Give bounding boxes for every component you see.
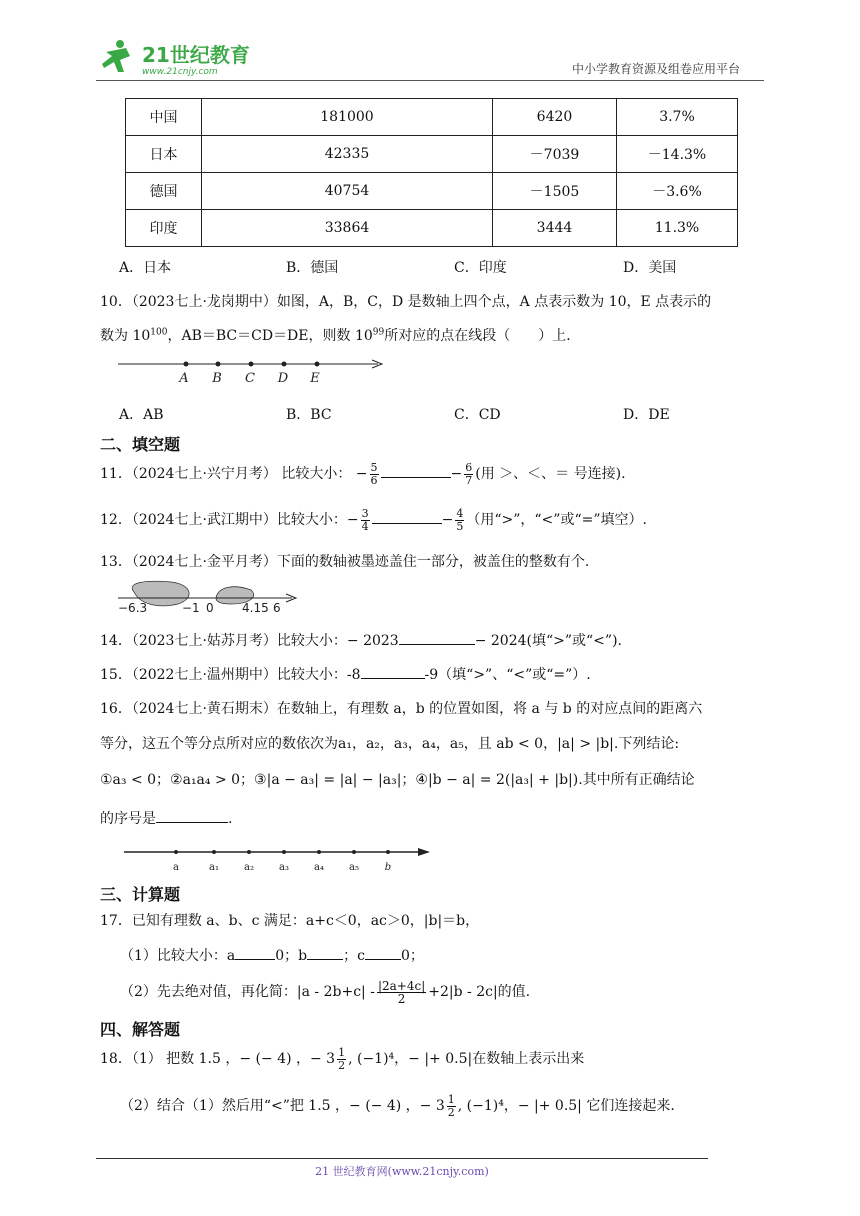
q10-line1: 10．（2023七上·龙岗期中）如图，A，B，C，D 是数轴上四个点，A 点表示数为 10，E 点表示的 bbox=[100, 294, 712, 310]
q10-option-a[interactable]: A．AB bbox=[119, 407, 164, 423]
platform-name: 中小学教育资源及组卷应用平台 bbox=[572, 62, 741, 76]
q14: 14．（2023七上·姑苏月考）比较大小：− 2023 − 2024(填“>”或“<”). bbox=[100, 630, 622, 650]
q13-text: 13．（2024七上·金平月考）下面的数轴被墨迹盖住一部分，被盖住的整数有个. bbox=[100, 554, 590, 570]
q16-number-line bbox=[120, 844, 440, 876]
table-row: 德国 40754 －1505 －3.6% bbox=[126, 173, 738, 210]
gdp-table bbox=[125, 98, 738, 247]
table-row: 印度 33864 3444 11.3% bbox=[126, 210, 738, 247]
q11-answer-blank[interactable] bbox=[381, 463, 451, 478]
point-label-c: C bbox=[245, 371, 255, 386]
q11: 11．（2024七上·兴宁月考） 比较大小： − $\frac{5}{6}$ − $\frac{6}{7}$ (用 ＞、＜、＝ 号连接). bbox=[100, 460, 626, 487]
label-a3: a₃ bbox=[279, 862, 289, 873]
q16-answer-blank[interactable] bbox=[156, 808, 228, 823]
label-b: b bbox=[384, 862, 392, 873]
q17-blank-a[interactable] bbox=[235, 945, 275, 960]
q12: 12．（2024七上·武江期中）比较大小：− $\frac{3}{4}$ − $\frac{4}{5}$ （用“>”，“<”或“=”填空）. bbox=[100, 506, 647, 533]
label-0: 0 bbox=[206, 601, 214, 615]
q12-answer-blank[interactable] bbox=[372, 509, 442, 524]
footer-divider bbox=[96, 1158, 708, 1159]
site-logo bbox=[96, 38, 256, 78]
footer-link[interactable]: 21 世纪教育网(www.21cnjy.com) bbox=[315, 1165, 489, 1178]
point-label-e: E bbox=[310, 371, 320, 386]
logo-title: 21世纪教育 bbox=[142, 43, 250, 67]
q9-option-a[interactable]: A．日本 bbox=[119, 260, 172, 276]
section-fill-in: 二、填空题 bbox=[100, 435, 181, 454]
point-label-b: B bbox=[212, 371, 222, 386]
q16-line2: 等分，这五个等分点所对应的数依次为a₁，a₂，a₃，a₄，a₅，且 ab < 0，|a| > |b|.下列结论: bbox=[100, 736, 680, 752]
q9-option-c[interactable]: C．印度 bbox=[454, 260, 507, 276]
label-4-15: 4.15 bbox=[242, 601, 269, 615]
q14-answer-blank[interactable] bbox=[399, 630, 475, 645]
q15-answer-blank[interactable] bbox=[361, 664, 425, 679]
label-a2: a₂ bbox=[244, 862, 254, 873]
q16-line1: 16．（2024七上·黄石期末）在数轴上，有理数 a，b 的位置如图，将 a 与 b 的对应点间的距离六 bbox=[100, 701, 703, 717]
label-neg-6-3: −6.3 bbox=[118, 601, 148, 615]
logo-url: www.21cnjy.com bbox=[142, 67, 218, 77]
q9-option-d[interactable]: D．美国 bbox=[623, 260, 677, 276]
q18-part2: （2）结合（1）然后用“<”把 1.5 ，− (− 4) ，− 3 $\frac{1}{2}$ , (−1)⁴，− |+ 0.5| 它们连接起来. bbox=[120, 1092, 675, 1119]
q9-option-b[interactable]: B．德国 bbox=[286, 260, 339, 276]
q17-part1: （1）比较大小：a 0；b ；c 0； bbox=[120, 945, 424, 965]
q16-line4: 的序号是 . bbox=[100, 808, 232, 828]
q17-line1: 17．已知有理数 a、b、c 满足：a+c＜0，ac＞0，|b|＝b， bbox=[100, 913, 480, 929]
q16-line3: ①a₃ < 0；②a₁a₄ > 0；③|a − a₃| = |a| − |a₃|；④|b − a| = 2(|a₃| + |b|).其中所有正确结论 bbox=[100, 772, 695, 788]
q10-option-c[interactable]: C．CD bbox=[454, 407, 501, 423]
label-a5: a₅ bbox=[349, 862, 359, 873]
q13-number-line bbox=[116, 576, 306, 616]
section-answer: 四、解答题 bbox=[100, 1020, 181, 1039]
q10-number-line bbox=[118, 355, 388, 389]
q10-option-d[interactable]: D．DE bbox=[623, 407, 670, 423]
q10-option-b[interactable]: B．BC bbox=[286, 407, 332, 423]
q17-part2: （2）先去绝对值，再化简：|a - 2b+c| - $\frac{|2a+4c|}{2}$ +2|b - 2c|的值. bbox=[120, 978, 531, 1006]
header-divider bbox=[96, 80, 764, 81]
q18-part1: 18．（1） 把数 1.5 ，− (− 4) ，− 3 $\frac{1}{2}$ , (−1)⁴，− |+ 0.5|在数轴上表示出来 bbox=[100, 1045, 585, 1072]
label-a: a bbox=[173, 862, 179, 873]
label-a1: a₁ bbox=[209, 862, 219, 873]
section-calculation: 三、计算题 bbox=[100, 885, 181, 904]
label-neg-1: −1 bbox=[182, 601, 200, 615]
point-label-d: D bbox=[277, 371, 289, 386]
label-a4: a₄ bbox=[314, 862, 324, 873]
point-label-a: A bbox=[179, 371, 189, 386]
label-6: 6 bbox=[273, 601, 281, 615]
table-row: 日本 42335 －7039 －14.3% bbox=[126, 136, 738, 173]
table-row: 中国 181000 6420 3.7% bbox=[126, 99, 738, 136]
q17-blank-b[interactable] bbox=[307, 945, 343, 960]
q17-blank-c[interactable] bbox=[365, 945, 401, 960]
q10-line2: 数为 $10^{100}$，AB＝BC＝CD＝DE，则数 $10^{99}$所对应的点在线段（ ）上． bbox=[100, 327, 581, 344]
q15: 15．（2022七上·温州期中）比较大小：-8 -9（填“>”、“<”或“=”）. bbox=[100, 664, 591, 684]
